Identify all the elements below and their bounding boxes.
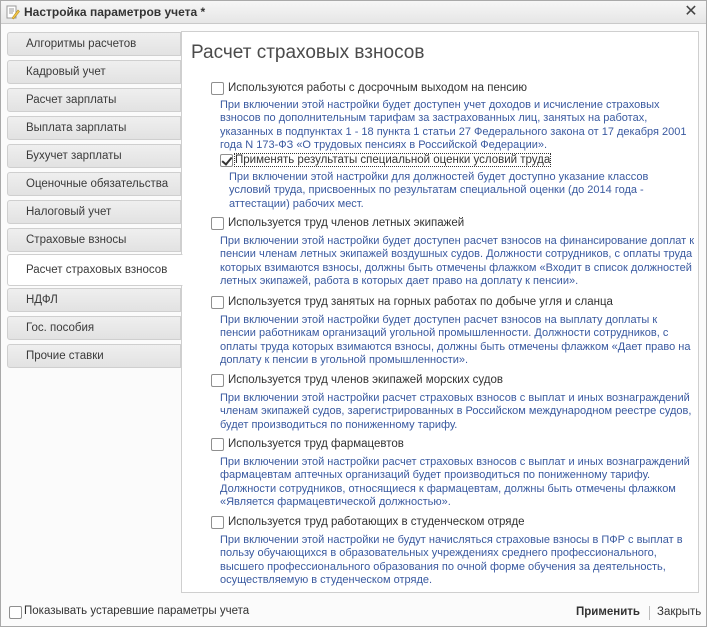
flight-crew-label[interactable]: Используется труд членов летных экипажей bbox=[228, 217, 465, 229]
sea-crew-checkbox[interactable] bbox=[211, 374, 224, 387]
footer-divider bbox=[649, 606, 650, 620]
mining-workers-checkbox[interactable] bbox=[211, 296, 224, 309]
sidebar-item-algorithms[interactable]: Алгоритмы расчетов bbox=[7, 32, 181, 56]
close-window-icon[interactable]: ✕ bbox=[684, 3, 698, 20]
pharmacists-label[interactable]: Используется труд фармацевтов bbox=[228, 438, 404, 450]
settings-panel bbox=[181, 31, 699, 593]
flight-crew-description: При включении этой настройки будет доступен расчет взносов на финансирование доплат к пенсии членам летных экипажей воздушных судов. Должности сотрудников, с оплаты труда которых взимаются взносы, должны быть отмечены флажком «Входит в список должностей летных экипажей, работа в которых дает право на доплату к пенсии». bbox=[220, 235, 695, 287]
sidebar-item-payroll-calc[interactable]: Расчет зарплаты bbox=[7, 88, 181, 112]
sidebar-item-state-benefits[interactable]: Гос. пособия bbox=[7, 316, 181, 340]
student-team-description: При включении этой настройки не будут начисляться страховые взносы в ПФР с выплат в пользу обучающихся в образовательных учреждениях среднего профессионального, высшего профессионального образования по очной форме обучения за деятельность, осуществляемую в студенческом отряде. bbox=[220, 534, 683, 586]
sidebar-item-tax-accounting[interactable]: Налоговый учет bbox=[7, 200, 181, 224]
flight-crew-checkbox[interactable] bbox=[211, 217, 224, 230]
show-obsolete-label[interactable]: Показывать устаревшие параметры учета bbox=[24, 605, 250, 617]
early-retirement-label[interactable]: Используются работы с досрочным выходом на пенсию bbox=[228, 82, 528, 94]
sidebar-item-insurance-calc[interactable]: Расчет страховых взносов bbox=[7, 254, 183, 286]
title-bar bbox=[1, 1, 706, 24]
close-button[interactable]: Закрыть bbox=[657, 606, 702, 618]
sidebar-item-ndfl[interactable]: НДФЛ bbox=[7, 288, 181, 312]
apply-button[interactable]: Применить bbox=[576, 606, 640, 618]
window-title: Настройка параметров учета * bbox=[24, 5, 206, 19]
page-title: Расчет страховых взносов bbox=[191, 42, 425, 63]
special-assessment-description: При включении этой настройки для должностей будет доступно указание классов условий труда, присвоенных по результатам специальной оценки (до 2014 года - аттестации) рабочих мест. bbox=[229, 171, 649, 210]
sea-crew-description: При включении этой настройки расчет страховых взносов с выплат и иных вознаграждений членам экипажей судов, зарегистрированных в Российском международном реестре судов, будет производиться по пониженному тарифу. bbox=[220, 392, 692, 431]
sidebar bbox=[7, 32, 181, 372]
pharmacists-checkbox[interactable] bbox=[211, 438, 224, 451]
show-obsolete-checkbox[interactable] bbox=[9, 606, 22, 619]
special-assessment-label[interactable]: Применять результаты специальной оценки условий труда bbox=[235, 154, 551, 166]
sidebar-item-payroll-bookkeeping[interactable]: Бухучет зарплаты bbox=[7, 144, 181, 168]
sea-crew-label[interactable]: Используется труд членов экипажей морских судов bbox=[228, 374, 503, 386]
mining-workers-description: При включении этой настройки будет доступен расчет взносов на выплату доплаты к пенсии работникам организаций угольной промышленности. Должности сотрудников, с оплаты труда которых взимаются взносы, должны быть отмечены флажком «Дает право на доплату к пенсии в угольной промышленности». bbox=[220, 314, 691, 366]
sidebar-item-hr-accounting[interactable]: Кадровый учет bbox=[7, 60, 181, 84]
footer bbox=[1, 601, 706, 626]
student-team-checkbox[interactable] bbox=[211, 516, 224, 529]
student-team-label[interactable]: Используется труд работающих в студенческом отряде bbox=[228, 516, 525, 528]
special-assessment-checkbox[interactable] bbox=[220, 154, 233, 167]
sidebar-item-insurance[interactable]: Страховые взносы bbox=[7, 228, 181, 252]
mining-workers-label[interactable]: Используется труд занятых на горных работах по добыче угля и сланца bbox=[228, 296, 613, 308]
sidebar-item-payroll-payment[interactable]: Выплата зарплаты bbox=[7, 116, 181, 140]
early-retirement-description: При включении этой настройки будет доступен учет доходов и исчисление страховых взносов по дополнительным тарифам за застрахованных лиц, занятых на работах, указанных в подпунктах 1 - 18 пункта 1 статьи 27 Федерального закона от 17 декабря 2001 года N 173-ФЗ «О трудовых пенсиях в Российской Федерации». bbox=[220, 99, 687, 151]
pharmacists-description: При включении этой настройки расчет страховых взносов с выплат и иных вознаграждений фармацевтам аптечных организаций будет производиться по пониженному тарифу. Должности сотрудников, относящиеся к фармацевтам, должны быть отмечены флажком «Является фармацевтической должностью». bbox=[220, 456, 690, 508]
sidebar-item-estimated-liabilities[interactable]: Оценочные обязательства bbox=[7, 172, 181, 196]
early-retirement-checkbox[interactable] bbox=[211, 82, 224, 95]
sidebar-item-other-rates[interactable]: Прочие ставки bbox=[7, 344, 181, 368]
document-edit-icon bbox=[5, 5, 20, 20]
